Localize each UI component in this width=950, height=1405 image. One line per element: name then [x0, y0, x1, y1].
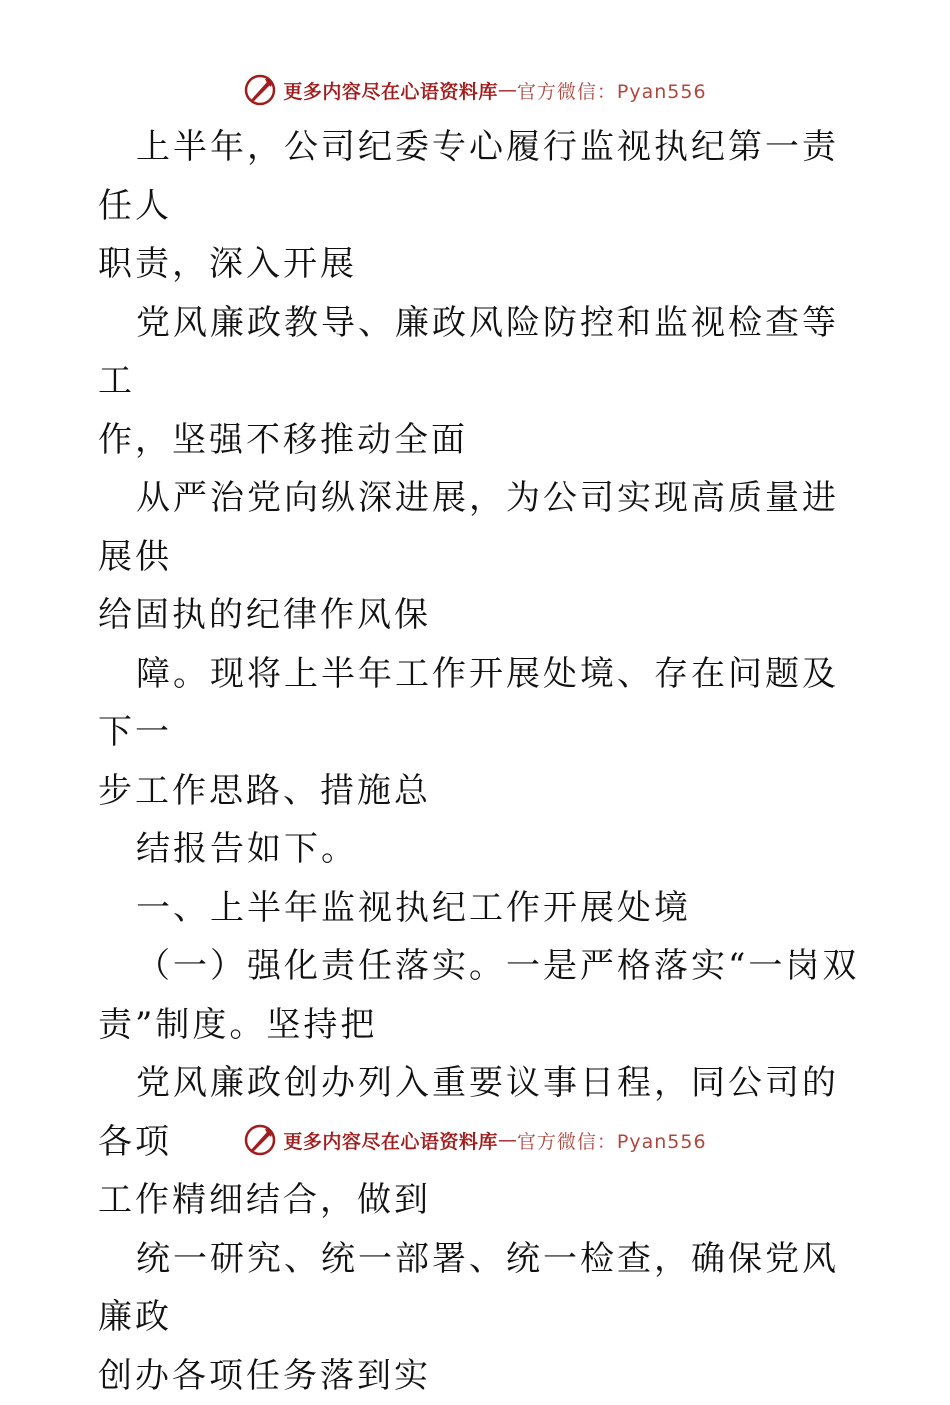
section-heading: 一、上半年监视执纪工作开展处境 [98, 879, 868, 938]
paragraph: 统一研究、统一部署、统一检查，确保党风廉政 创办各项任务落到实 [98, 1230, 868, 1405]
paragraph: 党风廉政教导、廉政风险防控和监视检查等工 作，坚强不移推动全面 [98, 294, 868, 470]
document-body [98, 118, 868, 1405]
header-banner [0, 70, 950, 110]
paragraph: 上半年，公司纪委专心履行监视执纪第一责任人 职责，深入开展 [98, 118, 868, 294]
paragraph: 从严治党向纵深进展，为公司实现高质量进展供 给固执的纪律作风保 [98, 469, 868, 645]
paragraph: 结报告如下。 [98, 820, 868, 879]
header-separator: — [498, 79, 517, 101]
header-wechat-text: 官方微信：Pyan556 [517, 77, 707, 104]
paragraph: 党风廉政创办列入重要议事日程，同公司的各项 工作精细结合，做到 [98, 1054, 868, 1230]
paragraph: 障。现将上半年工作开展处境、存在问题及下一 步工作思路、措施总 [98, 645, 868, 821]
quill-logo-icon [243, 73, 277, 107]
footer-wechat-text: 官方微信：Pyan556 [517, 1127, 707, 1154]
paragraph: （一）强化责任落实。一是严格落实“一岗双 责”制度。坚持把 [98, 937, 868, 1054]
header-promo-text: 更多内容尽在心语资料库 [283, 77, 498, 104]
footer-separator: — [498, 1129, 517, 1151]
footer-banner [0, 1120, 950, 1160]
footer-promo-text: 更多内容尽在心语资料库 [283, 1127, 498, 1154]
quill-logo-icon [243, 1123, 277, 1157]
